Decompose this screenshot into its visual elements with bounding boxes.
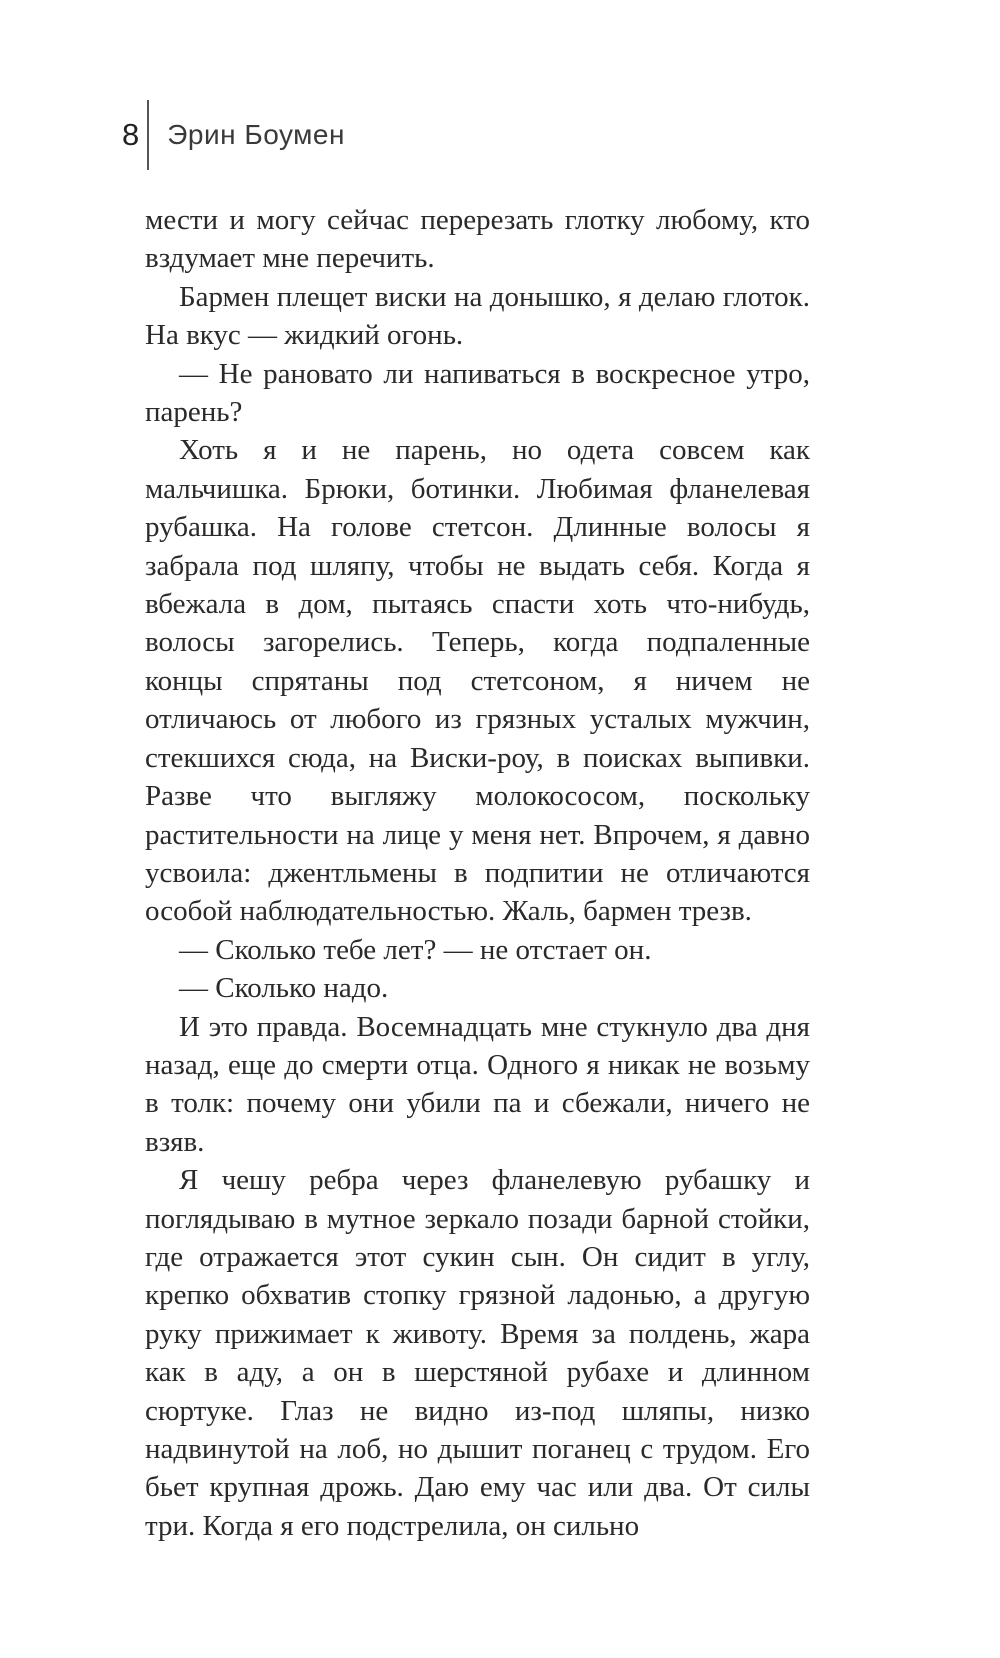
- paragraph: Хоть я и не парень, но одета совсем как мальчишка. Брюки, ботинки. Любимая фланелевая рубашка. На голове стетсон. Длинные волосы я забрала под шляпу, чтобы не выдать себя. Когда я вбежала в дом, пытаясь спасти хоть что-нибудь, волосы загорелись. Теперь, когда подпаленные концы спрятаны под стетсоном, я ничем не отличаюсь от любого из грязных усталых мужчин, стекшихся сюда, на Виски-роу, в поисках выпивки. Разве что выгляжу молокососом, поскольку растительности на лице у меня нет. Впрочем, я давно усвоила: джентльмены в подпитии не отличаются особой наблюдательностью. Жаль, бармен трезв.: [145, 434, 810, 928]
- paragraph: Бармен плещет виски на донышко, я делаю глоток. На вкус — жидкий огонь.: [145, 280, 810, 352]
- paragraph: И это правда. Восемнадцать мне стукнуло два дня назад, еще до смерти отца. Одного я никак не возьму в толк: почему они убили па и сбежали, ничего не взяв.: [145, 1010, 810, 1158]
- dialogue-line: — Сколько надо.: [179, 972, 389, 1005]
- paragraph: Я чешу ребра через фланелевую рубашку и поглядываю в мутное зеркало позади барной стойки, где отражается этот сукин сын. Он сидит в углу, крепко обхватив стопку грязной ладонью, а другую руку прижимает к животу. Время за полдень, жара как в аду, а он в шерстяной рубахе и длинном сюртуке. Глаз не видно из-под шляпы, низко надвинутой на лоб, но дышит поганец с трудом. Его бьет крупная дрожь. Даю ему час или два. От силы три. Когда я его подстрелила, он сильно: [145, 1164, 810, 1542]
- dialogue-line: — Сколько тебе лет? — не отстает он.: [179, 933, 652, 966]
- body-text: [145, 201, 810, 1545]
- header-divider: [147, 100, 149, 170]
- running-header: [122, 100, 345, 170]
- dialogue-line: — Не рановато ли напиваться в воскресное утро, парень?: [145, 357, 810, 429]
- paragraph: мести и могу сейчас перерезать глотку любому, кто вздумает мне перечить.: [145, 204, 810, 275]
- page-number: 8: [122, 117, 140, 152]
- author-name: Эрин Боумен: [167, 119, 345, 150]
